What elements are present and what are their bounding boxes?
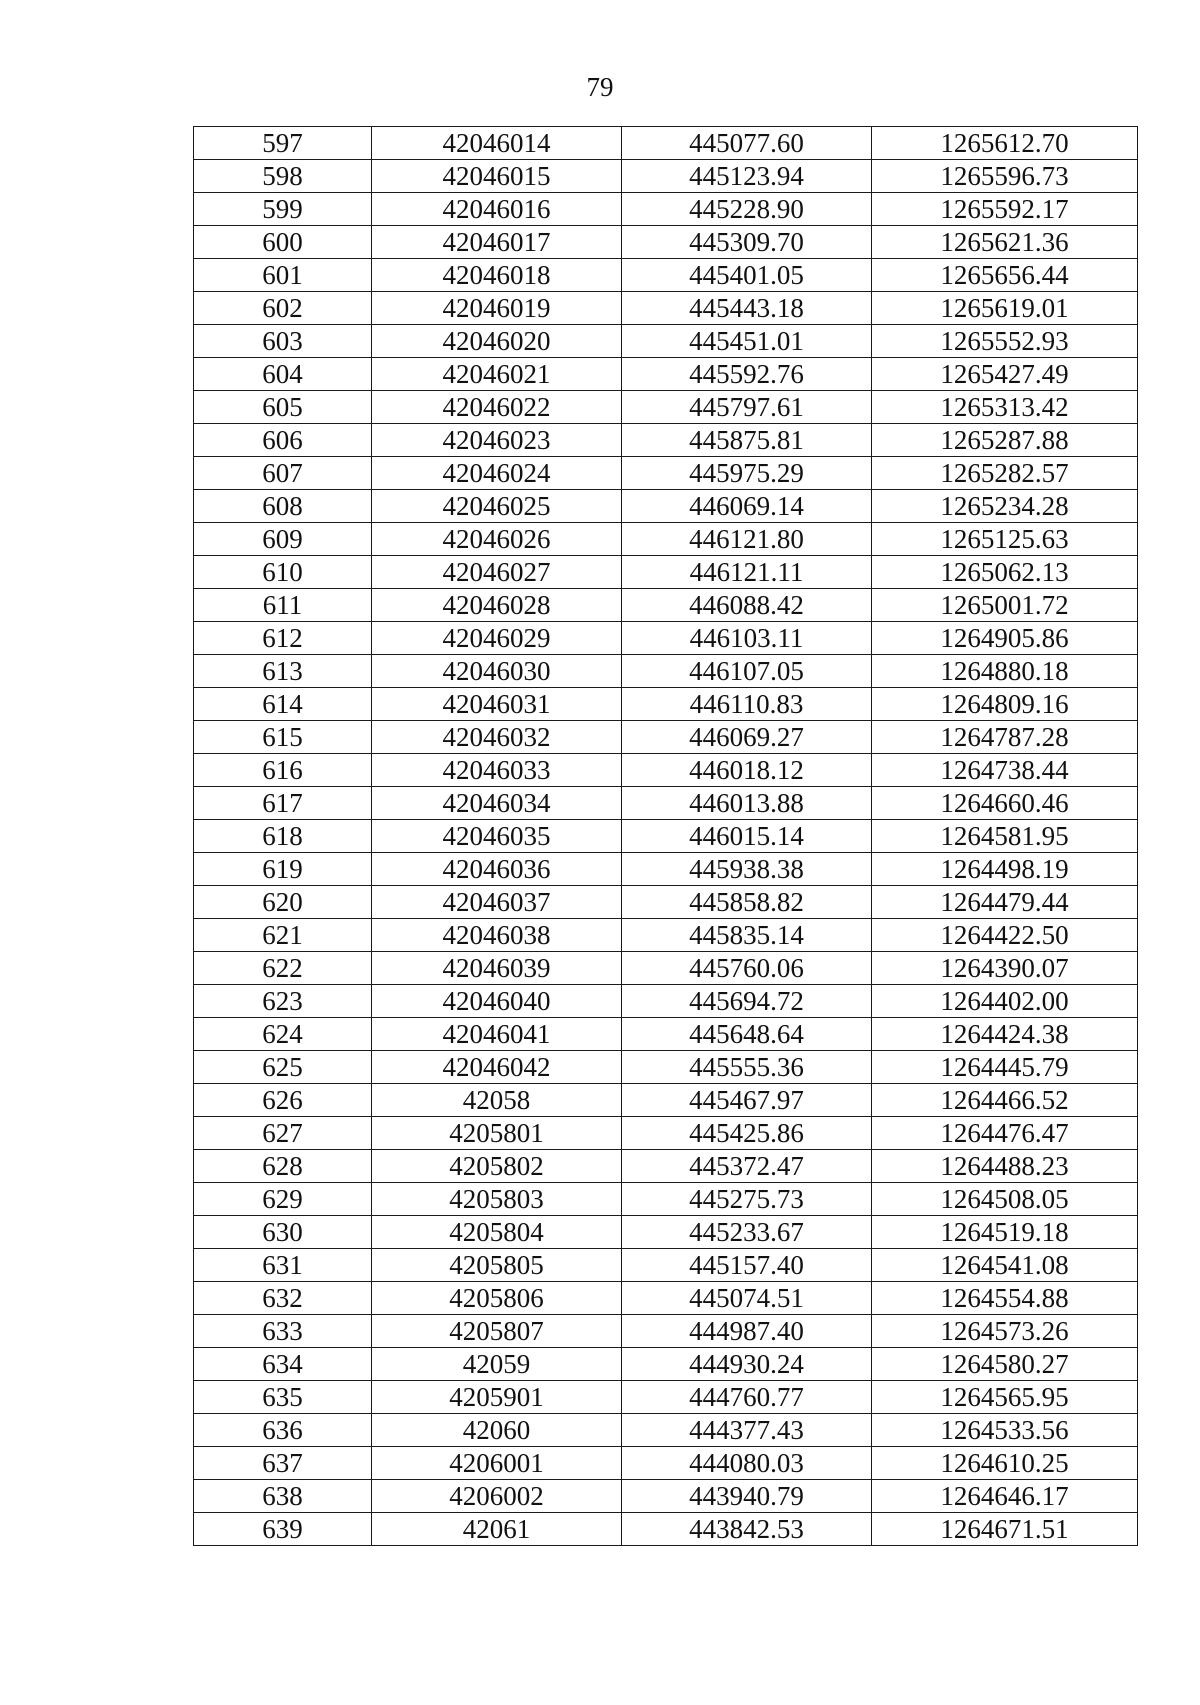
y-coordinate-cell: 1264660.46 bbox=[872, 787, 1138, 820]
point-code-cell: 42046020 bbox=[372, 325, 622, 358]
table-row bbox=[194, 985, 1138, 1018]
row-number-cell: 599 bbox=[194, 193, 372, 226]
table-row bbox=[194, 1183, 1138, 1216]
row-number-cell: 637 bbox=[194, 1447, 372, 1480]
row-number-cell: 601 bbox=[194, 259, 372, 292]
x-coordinate-cell: 445401.05 bbox=[622, 259, 872, 292]
point-code-cell: 4205901 bbox=[372, 1381, 622, 1414]
row-number-cell: 615 bbox=[194, 721, 372, 754]
y-coordinate-cell: 1265062.13 bbox=[872, 556, 1138, 589]
table-row bbox=[194, 886, 1138, 919]
point-code-cell: 42046015 bbox=[372, 160, 622, 193]
point-code-cell: 4205801 bbox=[372, 1117, 622, 1150]
x-coordinate-cell: 446018.12 bbox=[622, 754, 872, 787]
x-coordinate-cell: 445760.06 bbox=[622, 952, 872, 985]
table-row bbox=[194, 1513, 1138, 1546]
point-code-cell: 42046022 bbox=[372, 391, 622, 424]
point-code-cell: 4205805 bbox=[372, 1249, 622, 1282]
point-code-cell: 42046032 bbox=[372, 721, 622, 754]
x-coordinate-cell: 445797.61 bbox=[622, 391, 872, 424]
y-coordinate-cell: 1264880.18 bbox=[872, 655, 1138, 688]
table-row bbox=[194, 391, 1138, 424]
point-code-cell: 42046021 bbox=[372, 358, 622, 391]
y-coordinate-cell: 1264610.25 bbox=[872, 1447, 1138, 1480]
y-coordinate-cell: 1265592.17 bbox=[872, 193, 1138, 226]
row-number-cell: 618 bbox=[194, 820, 372, 853]
row-number-cell: 604 bbox=[194, 358, 372, 391]
row-number-cell: 608 bbox=[194, 490, 372, 523]
x-coordinate-cell: 445077.60 bbox=[622, 127, 872, 160]
table-row bbox=[194, 1447, 1138, 1480]
y-coordinate-cell: 1264466.52 bbox=[872, 1084, 1138, 1117]
x-coordinate-cell: 445443.18 bbox=[622, 292, 872, 325]
point-code-cell: 4205804 bbox=[372, 1216, 622, 1249]
table-row bbox=[194, 688, 1138, 721]
x-coordinate-cell: 446069.27 bbox=[622, 721, 872, 754]
y-coordinate-cell: 1264581.95 bbox=[872, 820, 1138, 853]
table-row bbox=[194, 1117, 1138, 1150]
row-number-cell: 597 bbox=[194, 127, 372, 160]
row-number-cell: 606 bbox=[194, 424, 372, 457]
point-code-cell: 42046036 bbox=[372, 853, 622, 886]
point-code-cell: 42046030 bbox=[372, 655, 622, 688]
row-number-cell: 638 bbox=[194, 1480, 372, 1513]
point-code-cell: 42058 bbox=[372, 1084, 622, 1117]
table-row bbox=[194, 1051, 1138, 1084]
y-coordinate-cell: 1265125.63 bbox=[872, 523, 1138, 556]
table-row bbox=[194, 1216, 1138, 1249]
row-number-cell: 621 bbox=[194, 919, 372, 952]
x-coordinate-cell: 445157.40 bbox=[622, 1249, 872, 1282]
table-row bbox=[194, 622, 1138, 655]
point-code-cell: 42046040 bbox=[372, 985, 622, 1018]
x-coordinate-cell: 445975.29 bbox=[622, 457, 872, 490]
x-coordinate-cell: 445233.67 bbox=[622, 1216, 872, 1249]
table-row bbox=[194, 127, 1138, 160]
table-row bbox=[194, 655, 1138, 688]
table-row bbox=[194, 1315, 1138, 1348]
row-number-cell: 629 bbox=[194, 1183, 372, 1216]
page-number: 79 bbox=[586, 72, 614, 102]
row-number-cell: 635 bbox=[194, 1381, 372, 1414]
point-code-cell: 4206002 bbox=[372, 1480, 622, 1513]
y-coordinate-cell: 1265287.88 bbox=[872, 424, 1138, 457]
table-row bbox=[194, 754, 1138, 787]
table-row bbox=[194, 787, 1138, 820]
y-coordinate-cell: 1265282.57 bbox=[872, 457, 1138, 490]
row-number-cell: 631 bbox=[194, 1249, 372, 1282]
row-number-cell: 617 bbox=[194, 787, 372, 820]
table-row bbox=[194, 721, 1138, 754]
x-coordinate-cell: 446107.05 bbox=[622, 655, 872, 688]
y-coordinate-cell: 1265313.42 bbox=[872, 391, 1138, 424]
point-code-cell: 42061 bbox=[372, 1513, 622, 1546]
row-number-cell: 619 bbox=[194, 853, 372, 886]
table-row bbox=[194, 457, 1138, 490]
table-row bbox=[194, 424, 1138, 457]
row-number-cell: 609 bbox=[194, 523, 372, 556]
table-row bbox=[194, 1084, 1138, 1117]
row-number-cell: 598 bbox=[194, 160, 372, 193]
y-coordinate-cell: 1265234.28 bbox=[872, 490, 1138, 523]
table-row bbox=[194, 1150, 1138, 1183]
table-row bbox=[194, 523, 1138, 556]
point-code-cell: 4205807 bbox=[372, 1315, 622, 1348]
y-coordinate-cell: 1264646.17 bbox=[872, 1480, 1138, 1513]
row-number-cell: 611 bbox=[194, 589, 372, 622]
point-code-cell: 42046027 bbox=[372, 556, 622, 589]
row-number-cell: 628 bbox=[194, 1150, 372, 1183]
row-number-cell: 620 bbox=[194, 886, 372, 919]
y-coordinate-cell: 1264533.56 bbox=[872, 1414, 1138, 1447]
y-coordinate-cell: 1265656.44 bbox=[872, 259, 1138, 292]
row-number-cell: 639 bbox=[194, 1513, 372, 1546]
y-coordinate-cell: 1264573.26 bbox=[872, 1315, 1138, 1348]
table-row bbox=[194, 490, 1138, 523]
y-coordinate-cell: 1264479.44 bbox=[872, 886, 1138, 919]
point-code-cell: 42059 bbox=[372, 1348, 622, 1381]
y-coordinate-cell: 1264671.51 bbox=[872, 1513, 1138, 1546]
y-coordinate-cell: 1265621.36 bbox=[872, 226, 1138, 259]
row-number-cell: 614 bbox=[194, 688, 372, 721]
y-coordinate-cell: 1264541.08 bbox=[872, 1249, 1138, 1282]
table-row bbox=[194, 919, 1138, 952]
x-coordinate-cell: 446069.14 bbox=[622, 490, 872, 523]
point-code-cell: 42046033 bbox=[372, 754, 622, 787]
y-coordinate-cell: 1264498.19 bbox=[872, 853, 1138, 886]
row-number-cell: 616 bbox=[194, 754, 372, 787]
table-row bbox=[194, 1414, 1138, 1447]
y-coordinate-cell: 1264508.05 bbox=[872, 1183, 1138, 1216]
x-coordinate-cell: 446110.83 bbox=[622, 688, 872, 721]
y-coordinate-cell: 1265612.70 bbox=[872, 127, 1138, 160]
point-code-cell: 42046041 bbox=[372, 1018, 622, 1051]
y-coordinate-cell: 1264445.79 bbox=[872, 1051, 1138, 1084]
x-coordinate-cell: 445309.70 bbox=[622, 226, 872, 259]
row-number-cell: 622 bbox=[194, 952, 372, 985]
x-coordinate-cell: 444760.77 bbox=[622, 1381, 872, 1414]
row-number-cell: 633 bbox=[194, 1315, 372, 1348]
point-code-cell: 42046014 bbox=[372, 127, 622, 160]
table-row bbox=[194, 1348, 1138, 1381]
y-coordinate-cell: 1264390.07 bbox=[872, 952, 1138, 985]
x-coordinate-cell: 444930.24 bbox=[622, 1348, 872, 1381]
row-number-cell: 610 bbox=[194, 556, 372, 589]
point-code-cell: 42046028 bbox=[372, 589, 622, 622]
point-code-cell: 42046031 bbox=[372, 688, 622, 721]
y-coordinate-cell: 1264402.00 bbox=[872, 985, 1138, 1018]
y-coordinate-cell: 1264905.86 bbox=[872, 622, 1138, 655]
x-coordinate-cell: 445074.51 bbox=[622, 1282, 872, 1315]
y-coordinate-cell: 1265001.72 bbox=[872, 589, 1138, 622]
table-row bbox=[194, 589, 1138, 622]
point-code-cell: 42046035 bbox=[372, 820, 622, 853]
row-number-cell: 613 bbox=[194, 655, 372, 688]
point-code-cell: 42046024 bbox=[372, 457, 622, 490]
y-coordinate-cell: 1264519.18 bbox=[872, 1216, 1138, 1249]
table-row bbox=[194, 358, 1138, 391]
x-coordinate-cell: 445648.64 bbox=[622, 1018, 872, 1051]
point-code-cell: 4205803 bbox=[372, 1183, 622, 1216]
x-coordinate-cell: 446103.11 bbox=[622, 622, 872, 655]
point-code-cell: 42046026 bbox=[372, 523, 622, 556]
point-code-cell: 42060 bbox=[372, 1414, 622, 1447]
row-number-cell: 626 bbox=[194, 1084, 372, 1117]
point-code-cell: 42046016 bbox=[372, 193, 622, 226]
point-code-cell: 4205806 bbox=[372, 1282, 622, 1315]
table-row bbox=[194, 325, 1138, 358]
x-coordinate-cell: 445123.94 bbox=[622, 160, 872, 193]
row-number-cell: 624 bbox=[194, 1018, 372, 1051]
y-coordinate-cell: 1264476.47 bbox=[872, 1117, 1138, 1150]
point-code-cell: 42046017 bbox=[372, 226, 622, 259]
x-coordinate-cell: 445372.47 bbox=[622, 1150, 872, 1183]
table-row bbox=[194, 226, 1138, 259]
row-number-cell: 632 bbox=[194, 1282, 372, 1315]
coordinates-table bbox=[193, 126, 1138, 1546]
x-coordinate-cell: 445592.76 bbox=[622, 358, 872, 391]
table-row bbox=[194, 292, 1138, 325]
x-coordinate-cell: 443940.79 bbox=[622, 1480, 872, 1513]
point-code-cell: 42046039 bbox=[372, 952, 622, 985]
row-number-cell: 634 bbox=[194, 1348, 372, 1381]
point-code-cell: 42046037 bbox=[372, 886, 622, 919]
table-row bbox=[194, 820, 1138, 853]
x-coordinate-cell: 445451.01 bbox=[622, 325, 872, 358]
y-coordinate-cell: 1264422.50 bbox=[872, 919, 1138, 952]
table-row bbox=[194, 952, 1138, 985]
x-coordinate-cell: 445555.36 bbox=[622, 1051, 872, 1084]
x-coordinate-cell: 446015.14 bbox=[622, 820, 872, 853]
x-coordinate-cell: 445858.82 bbox=[622, 886, 872, 919]
y-coordinate-cell: 1264809.16 bbox=[872, 688, 1138, 721]
row-number-cell: 623 bbox=[194, 985, 372, 1018]
row-number-cell: 600 bbox=[194, 226, 372, 259]
table-row bbox=[194, 1282, 1138, 1315]
row-number-cell: 612 bbox=[194, 622, 372, 655]
row-number-cell: 636 bbox=[194, 1414, 372, 1447]
x-coordinate-cell: 444987.40 bbox=[622, 1315, 872, 1348]
table-row bbox=[194, 193, 1138, 226]
row-number-cell: 602 bbox=[194, 292, 372, 325]
point-code-cell: 4205802 bbox=[372, 1150, 622, 1183]
x-coordinate-cell: 445694.72 bbox=[622, 985, 872, 1018]
table-row bbox=[194, 160, 1138, 193]
y-coordinate-cell: 1265619.01 bbox=[872, 292, 1138, 325]
table-row bbox=[194, 1249, 1138, 1282]
x-coordinate-cell: 445228.90 bbox=[622, 193, 872, 226]
table-row bbox=[194, 259, 1138, 292]
point-code-cell: 42046029 bbox=[372, 622, 622, 655]
point-code-cell: 42046025 bbox=[372, 490, 622, 523]
y-coordinate-cell: 1265427.49 bbox=[872, 358, 1138, 391]
x-coordinate-cell: 446121.80 bbox=[622, 523, 872, 556]
point-code-cell: 4206001 bbox=[372, 1447, 622, 1480]
table-row bbox=[194, 853, 1138, 886]
table-row bbox=[194, 1018, 1138, 1051]
y-coordinate-cell: 1264738.44 bbox=[872, 754, 1138, 787]
y-coordinate-cell: 1265596.73 bbox=[872, 160, 1138, 193]
y-coordinate-cell: 1264554.88 bbox=[872, 1282, 1138, 1315]
row-number-cell: 630 bbox=[194, 1216, 372, 1249]
point-code-cell: 42046023 bbox=[372, 424, 622, 457]
x-coordinate-cell: 445938.38 bbox=[622, 853, 872, 886]
table-row bbox=[194, 1480, 1138, 1513]
y-coordinate-cell: 1265552.93 bbox=[872, 325, 1138, 358]
x-coordinate-cell: 446121.11 bbox=[622, 556, 872, 589]
x-coordinate-cell: 446013.88 bbox=[622, 787, 872, 820]
y-coordinate-cell: 1264787.28 bbox=[872, 721, 1138, 754]
point-code-cell: 42046034 bbox=[372, 787, 622, 820]
table-row bbox=[194, 556, 1138, 589]
row-number-cell: 607 bbox=[194, 457, 372, 490]
x-coordinate-cell: 445835.14 bbox=[622, 919, 872, 952]
table-row bbox=[194, 1381, 1138, 1414]
y-coordinate-cell: 1264565.95 bbox=[872, 1381, 1138, 1414]
x-coordinate-cell: 445425.86 bbox=[622, 1117, 872, 1150]
table-body bbox=[194, 127, 1138, 1546]
point-code-cell: 42046019 bbox=[372, 292, 622, 325]
y-coordinate-cell: 1264424.38 bbox=[872, 1018, 1138, 1051]
x-coordinate-cell: 445275.73 bbox=[622, 1183, 872, 1216]
x-coordinate-cell: 445467.97 bbox=[622, 1084, 872, 1117]
x-coordinate-cell: 446088.42 bbox=[622, 589, 872, 622]
x-coordinate-cell: 443842.53 bbox=[622, 1513, 872, 1546]
row-number-cell: 625 bbox=[194, 1051, 372, 1084]
x-coordinate-cell: 444377.43 bbox=[622, 1414, 872, 1447]
row-number-cell: 627 bbox=[194, 1117, 372, 1150]
x-coordinate-cell: 445875.81 bbox=[622, 424, 872, 457]
x-coordinate-cell: 444080.03 bbox=[622, 1447, 872, 1480]
y-coordinate-cell: 1264488.23 bbox=[872, 1150, 1138, 1183]
row-number-cell: 605 bbox=[194, 391, 372, 424]
row-number-cell: 603 bbox=[194, 325, 372, 358]
y-coordinate-cell: 1264580.27 bbox=[872, 1348, 1138, 1381]
point-code-cell: 42046018 bbox=[372, 259, 622, 292]
point-code-cell: 42046038 bbox=[372, 919, 622, 952]
point-code-cell: 42046042 bbox=[372, 1051, 622, 1084]
